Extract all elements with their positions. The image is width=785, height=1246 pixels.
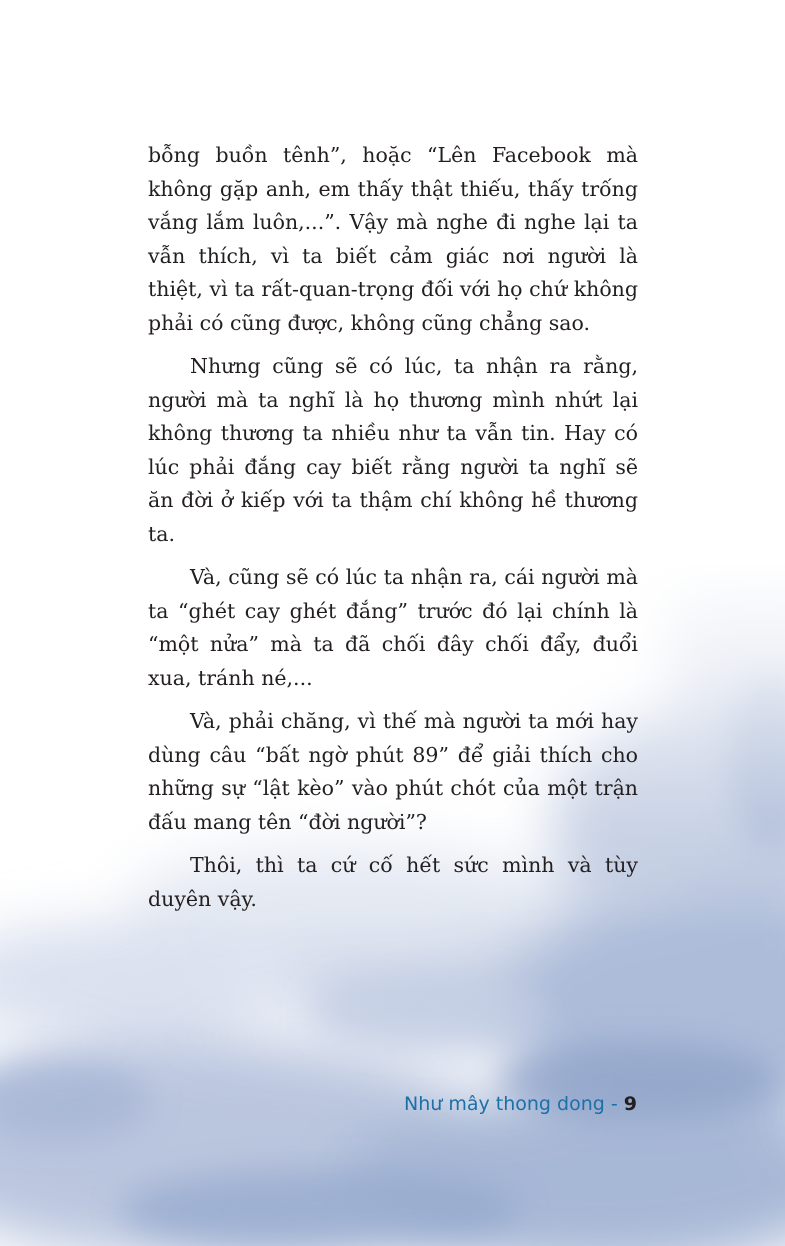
footer-separator: -	[604, 1093, 624, 1115]
paragraph-5: Thôi, thì ta cứ cố hết sức mình và tùy duyên vậy.	[148, 853, 638, 911]
book-title: Như mây thong dong	[404, 1093, 605, 1115]
page-footer	[404, 1093, 637, 1115]
paragraph-1: bỗng buồn tênh”, hoặc “Lên Facebook mà không gặp anh, em thấy thật thiếu, thấy trống vắng lắm luôn,...”. Vậy mà nghe đi nghe lại ta vẫn thích, vì ta biết cảm giác nơi người là thiệt, vì ta rất-quan-trọng đối với họ chứ không phải có cũng được, không cũng chẳng sao.	[148, 143, 638, 335]
body-text	[148, 139, 638, 926]
paragraph-3: Và, cũng sẽ có lúc ta nhận ra, cái người mà ta “ghét cay ghét đắng” trước đó lại chính là “một nửa” mà ta đã chối đây chối đẩy, đuổi xua, tránh né,...	[148, 565, 638, 690]
page-number: 9	[623, 1093, 637, 1115]
paragraph-4: Và, phải chăng, vì thế mà người ta mới hay dùng câu “bất ngờ phút 89” để giải thích cho những sự “lật kèo” vào phút chót của một trận đấu mang tên “đời người”?	[148, 709, 638, 834]
paragraph-2: Nhưng cũng sẽ có lúc, ta nhận ra rằng, người mà ta nghĩ là họ thương mình nhứt lại không thương ta nhiều như ta vẫn tin. Hay có lúc phải đắng cay biết rằng người ta nghĩ sẽ ăn đời ở kiếp với ta thậm chí không hề thương ta.	[148, 354, 638, 546]
